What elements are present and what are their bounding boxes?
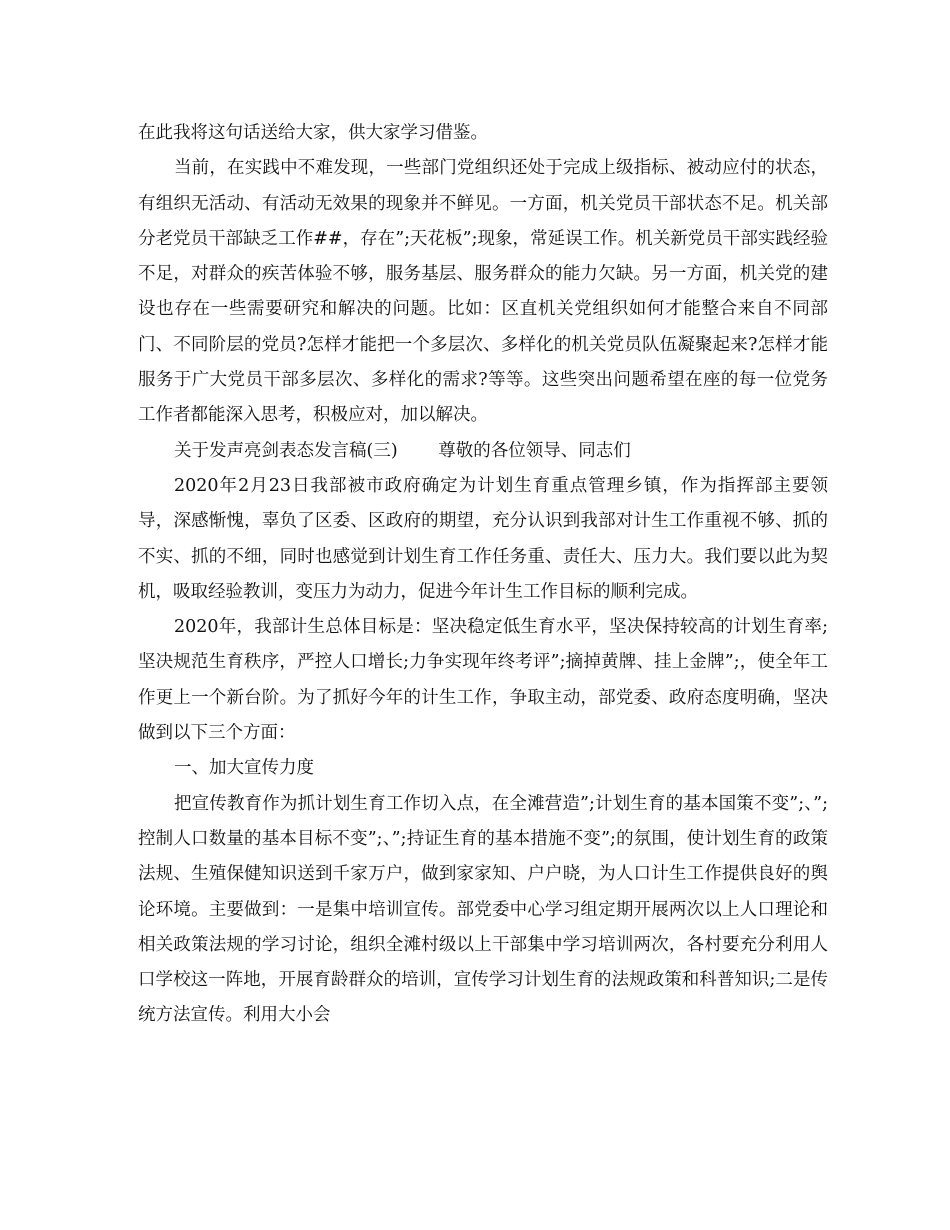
paragraph-4: 2020年2月23日我部被市政府确定为计划生育重点管理乡镇，作为指挥部主要领导，深感惭愧，辜负了区委、区政府的期望，充分认识到我部对计生工作重视不够、抓的不实、抓的不细，同时也感觉到计划生育工作任务重、责任大、压力大。我们要以此为契机，吸取经验教训，变压力为动力，促进今年计生工作目标的顺利完成。	[138, 475, 828, 602]
document-body	[138, 116, 828, 1034]
paragraph-2: 当前，在实践中不难发现，一些部门党组织还处于完成上级指标、被动应付的状态，有组织无活动、有活动无效果的现象并不鲜见。一方面，机关党员干部状态不足。机关部分老党员干部缺乏工作##，存在”;天花板”;现象，常延误工作。机关新党员干部实践经验不足，对群众的疾苦体验不够，服务基层、服务群众的能力欠缺。另一方面，机关党的建设也存在一些需要研究和解决的问题。比如：区直机关党组织如何才能整合来自不同部门、不同阶层的党员?怎样才能把一个多层次、多样化的机关党员队伍凝聚起来?怎样才能服务于广大党员干部多层次、多样化的需求?等等。这些突出问题希望在座的每一位党务工作者都能深入思考，积极应对，加以解决。	[138, 158, 828, 426]
subheading-1: 一、加大宣传力度	[174, 758, 314, 779]
section-heading: 关于发声亮剑表态发言稿(三) 尊敬的各位领导、同志们	[174, 440, 631, 461]
paragraph-7: 把宣传教育作为抓计划生育工作切入点，在全滩营造”;计划生育的基本国策不变”;、”;控制人口数量的基本目标不变”;、”;持证生育的基本措施不变”;的氛围，使计划生育的政策法规、生殖保健知识送到千家万户，做到家家知、户户晓，为人口计生工作提供良好的舆论环境。主要做到：一是集中培训宣传。部党委中心学习组定期开展两次以上人口理论和相关政策法规的学习讨论，组织全滩村级以上干部集中学习培训两次，各村要充分利用人口学校这一阵地，开展育龄群众的培训，宣传学习计划生育的法规政策和科普知识;二是传统方法宣传。利用大小会	[138, 793, 828, 1026]
paragraph-1: 在此我将这句话送给大家，供大家学习借鉴。	[138, 123, 488, 143]
paragraph-5: 2020年，我部计生总体目标是：坚决稳定低生育水平，坚决保持较高的计划生育率;坚决规范生育秩序，严控人口增长;力争实现年终考评”;摘掉黄牌、挂上金牌”;，使全年工作更上一个新台阶。为了抓好今年的计生工作，争取主动，部党委、政府态度明确，坚决做到以下三个方面：	[138, 617, 828, 744]
